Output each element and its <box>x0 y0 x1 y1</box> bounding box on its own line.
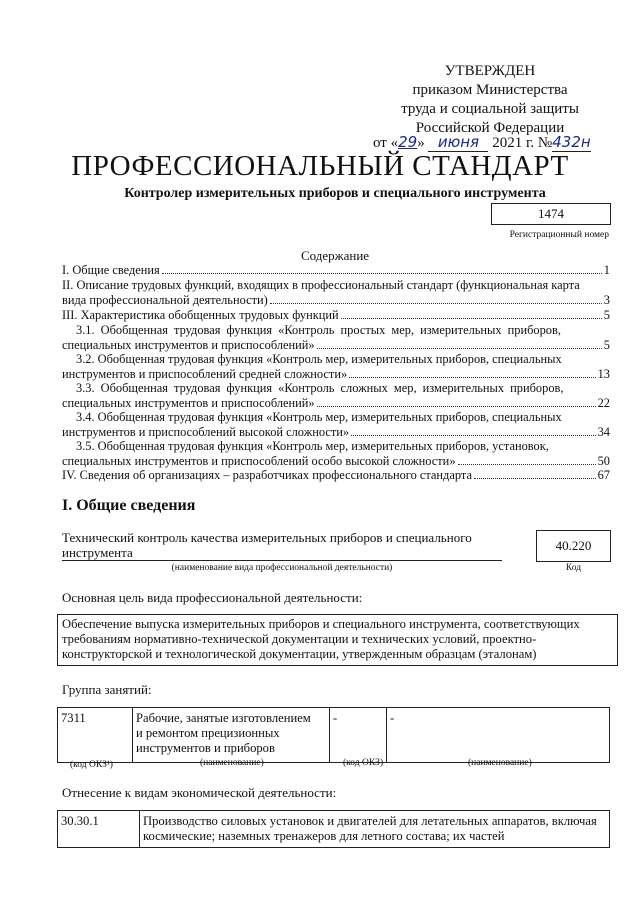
handwritten-month: июня <box>428 133 488 152</box>
activity-name: Технический контроль качества измерительных приборов и специального инструмента <box>62 530 502 561</box>
page-subtitle: Контролер измерительных приборов и специального инструмента <box>124 186 546 201</box>
date-year: 2021 г. № <box>492 135 553 151</box>
toc-item-4[interactable]: IV. Сведения об организациях – разработчиках профессионального стандарта 67 <box>62 468 610 482</box>
toc-item-1[interactable]: I. Общие сведения 1 <box>62 263 610 277</box>
occupation-group-table <box>57 707 610 763</box>
econ-label: Отнесение к видам экономической деятельности: <box>62 785 337 800</box>
goal-box: Обеспечение выпуска измерительных приборов и специального инструмента, соответствующих требованиям нормативно-технической документации и технических условий, проектно- конструкторской и технологической документации, утвержденным образцам (эталонам) <box>57 614 618 666</box>
toc-item-3-5[interactable]: 3.5. Обобщенная трудовая функция «Контроль мер, измерительных приборов, установок, специальных инструментов и приспособлений особо высокой сложности» 50 <box>62 439 610 468</box>
approval-line-2: приказом Министерства <box>412 82 568 98</box>
activity-code-box <box>536 530 611 562</box>
registration-number: 1474 <box>538 206 564 221</box>
okz-code-cell: 7311 <box>58 708 133 763</box>
section-heading: I. Общие сведения <box>62 497 196 514</box>
okz-name-cell: Рабочие, занятые изготовлением и ремонтом прецизионных инструментов и приборов <box>133 708 330 763</box>
okved-code-cell: 30.30.1 <box>58 811 140 848</box>
handwritten-day: 29 <box>398 133 418 151</box>
date-prefix: от « <box>373 135 399 151</box>
toc-item-3-4[interactable]: 3.4. Обобщенная трудовая функция «Контроль мер, измерительных приборов, специальных инструментов и приспособлений высокой сложности» 34 <box>62 410 610 439</box>
econ-activity-table <box>57 810 610 848</box>
toc-item-3[interactable]: III. Характеристика обобщенных трудовых функций 5 <box>62 308 610 322</box>
toc-item-3-1[interactable]: 3.1. Обобщенная трудовая функция «Контроль простых мер, измерительных приборов, специальных инструментов и приспособлений» 5 <box>62 323 610 352</box>
toc-heading: Содержание <box>300 248 370 263</box>
toc-item-2[interactable]: II. Описание трудовых функций, входящих в профессиональный стандарт (функциональная карта вида профессиональной деятельности) 3 <box>62 278 610 307</box>
approval-line-4: Российской Федерации <box>415 120 565 136</box>
page-title: ПРОФЕССИОНАЛЬНЫЙ СТАНДАРТ <box>71 150 569 182</box>
table-row <box>58 708 610 763</box>
activity-code: 40.220 <box>555 538 592 553</box>
approval-block <box>380 62 600 138</box>
cap-okz-code-1: (код ОКЗ¹) <box>70 760 113 770</box>
activity-caption: (наименование вида профессиональной деятельности) <box>171 563 393 573</box>
approval-line-3: труда и социальной защиты <box>401 101 579 117</box>
registration-label: Регистрационный номер <box>509 230 609 240</box>
goal-label: Основная цель вида профессиональной деятельности: <box>62 590 363 605</box>
code-caption: Код <box>565 563 582 573</box>
okved-name-cell: Производство силовых установок и двигателей для летательных аппаратов, включая космические; наземных тренажеров для летного состава; их частей <box>140 811 610 848</box>
okz-name-cell-2: - <box>387 708 610 763</box>
date-mid: » <box>417 135 429 151</box>
toc-item-3-2[interactable]: 3.2. Обобщенная трудовая функция «Контроль мер, измерительных приборов, специальных инструментов и приспособлений средней сложности» 13 <box>62 352 610 381</box>
toc-item-3-3[interactable]: 3.3. Обобщенная трудовая функция «Контроль сложных мер, измерительных приборов, специальных инструментов и приспособлений» 22 <box>62 381 610 410</box>
approval-title: УТВЕРЖДЕН <box>444 63 536 79</box>
handwritten-order-number: 432н <box>552 133 591 151</box>
table-row <box>58 811 610 848</box>
registration-number-box <box>491 203 611 225</box>
cap-okz-code-2: (код ОКЗ) <box>343 758 384 768</box>
cap-okz-name-2: (наименование) <box>468 758 532 768</box>
okz-code-cell-2: - <box>330 708 387 763</box>
cap-okz-name-1: (наименование) <box>200 758 264 768</box>
group-label: Группа занятий: <box>62 682 152 697</box>
